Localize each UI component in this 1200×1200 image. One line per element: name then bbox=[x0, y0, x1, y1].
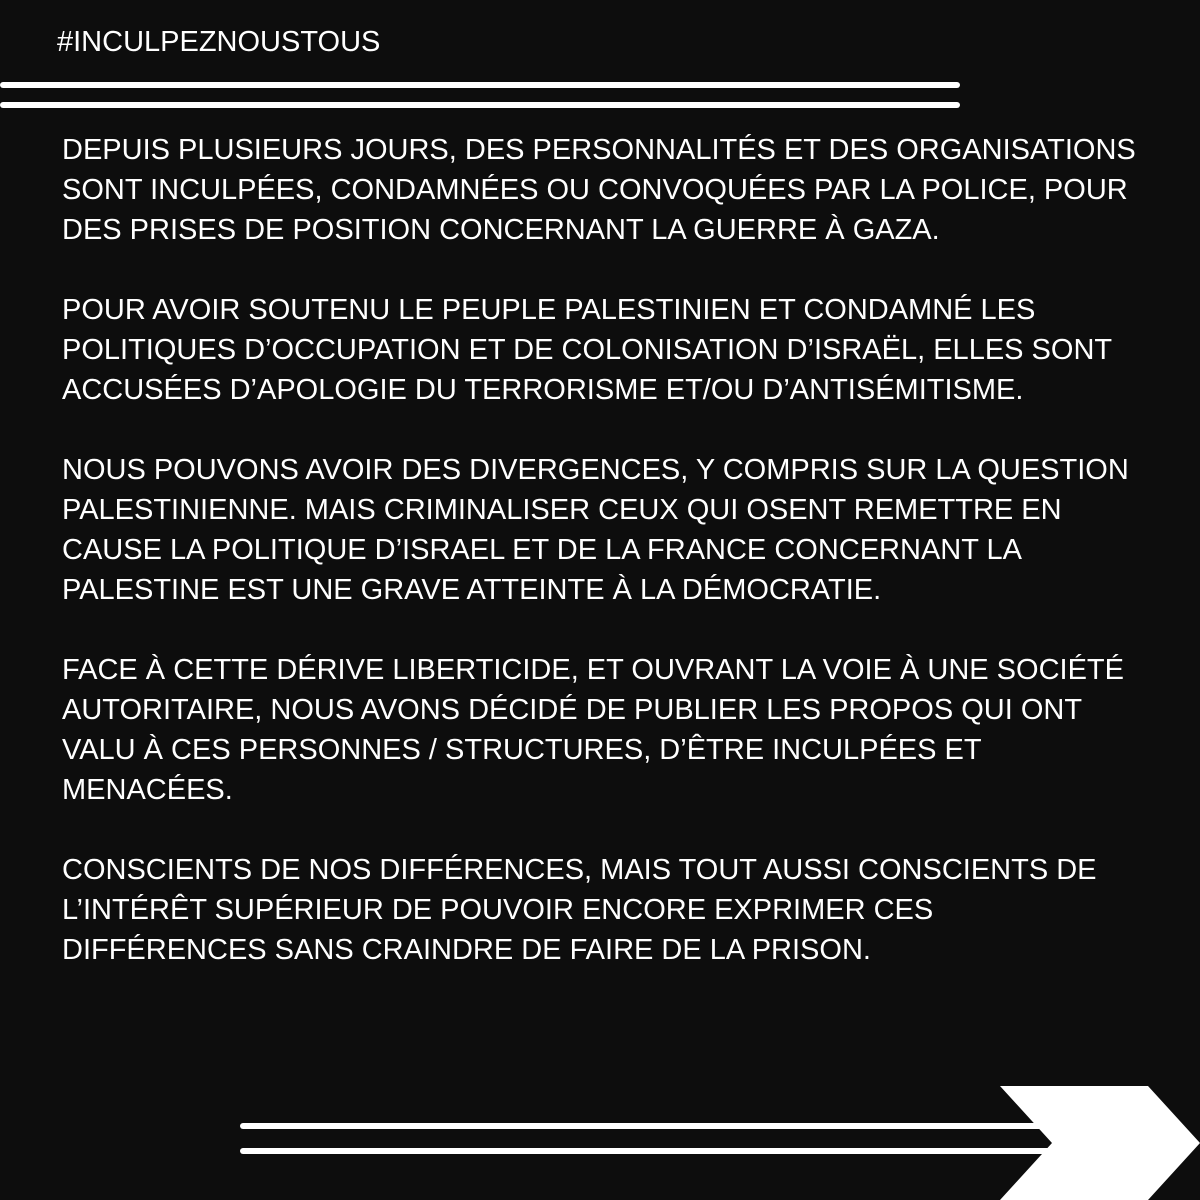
paragraph-3: NOUS POUVONS AVOIR DES DIVERGENCES, Y COMPRIS SUR LA QUESTION PALESTINIENNE. MAIS CRIMINALISER CEUX QUI OSENT REMETTRE EN CAUSE LA POLITIQUE D’ISRAEL ET DE LA FRANCE CONCERNANT LA PALESTINE EST UNE GRAVE ATTEINTE À LA DÉMOCRATIE. bbox=[62, 454, 1129, 606]
bottom-divider-line-2 bbox=[240, 1148, 1060, 1154]
top-divider-line-2 bbox=[0, 102, 960, 108]
top-divider-line-1 bbox=[0, 82, 960, 88]
paragraph-1: DEPUIS PLUSIEURS JOURS, DES PERSONNALITÉS ET DES ORGANISATIONS SONT INCULPÉES, CONDAMNÉES OU CONVOQUÉES PAR LA POLICE, POUR DES PRISES DE POSITION CONCERNANT LA GUERRE À GAZA. bbox=[62, 134, 1136, 246]
hashtag-title: #INCULPEZNOUSTOUS bbox=[57, 26, 381, 58]
paragraph-2: POUR AVOIR SOUTENU LE PEUPLE PALESTINIEN ET CONDAMNÉ LES POLITIQUES D’OCCUPATION ET DE COLONISATION D’ISRAËL, ELLES SONT ACCUSÉES D’APOLOGIE DU TERRORISME ET/OU D’ANTISÉMITISME. bbox=[62, 294, 1112, 406]
chevron-right-arrow-icon[interactable] bbox=[1000, 1086, 1200, 1200]
bottom-divider-line-1 bbox=[240, 1123, 1060, 1129]
paragraph-5: CONSCIENTS DE NOS DIFFÉRENCES, MAIS TOUT AUSSI CONSCIENTS DE L’INTÉRÊT SUPÉRIEUR DE POUVOIR ENCORE EXPRIMER CES DIFFÉRENCES SANS CRAINDRE DE FAIRE DE LA PRISON. bbox=[62, 854, 1097, 966]
statement-text bbox=[62, 130, 1142, 970]
paragraph-4: FACE À CETTE DÉRIVE LIBERTICIDE, ET OUVRANT LA VOIE À UNE SOCIÉTÉ AUTORITAIRE, NOUS AVONS DÉCIDÉ DE PUBLIER LES PROPOS QUI ONT VALU À CES PERSONNES / STRUCTURES, D’ÊTRE INCULPÉES ET MENACÉES. bbox=[62, 654, 1124, 806]
